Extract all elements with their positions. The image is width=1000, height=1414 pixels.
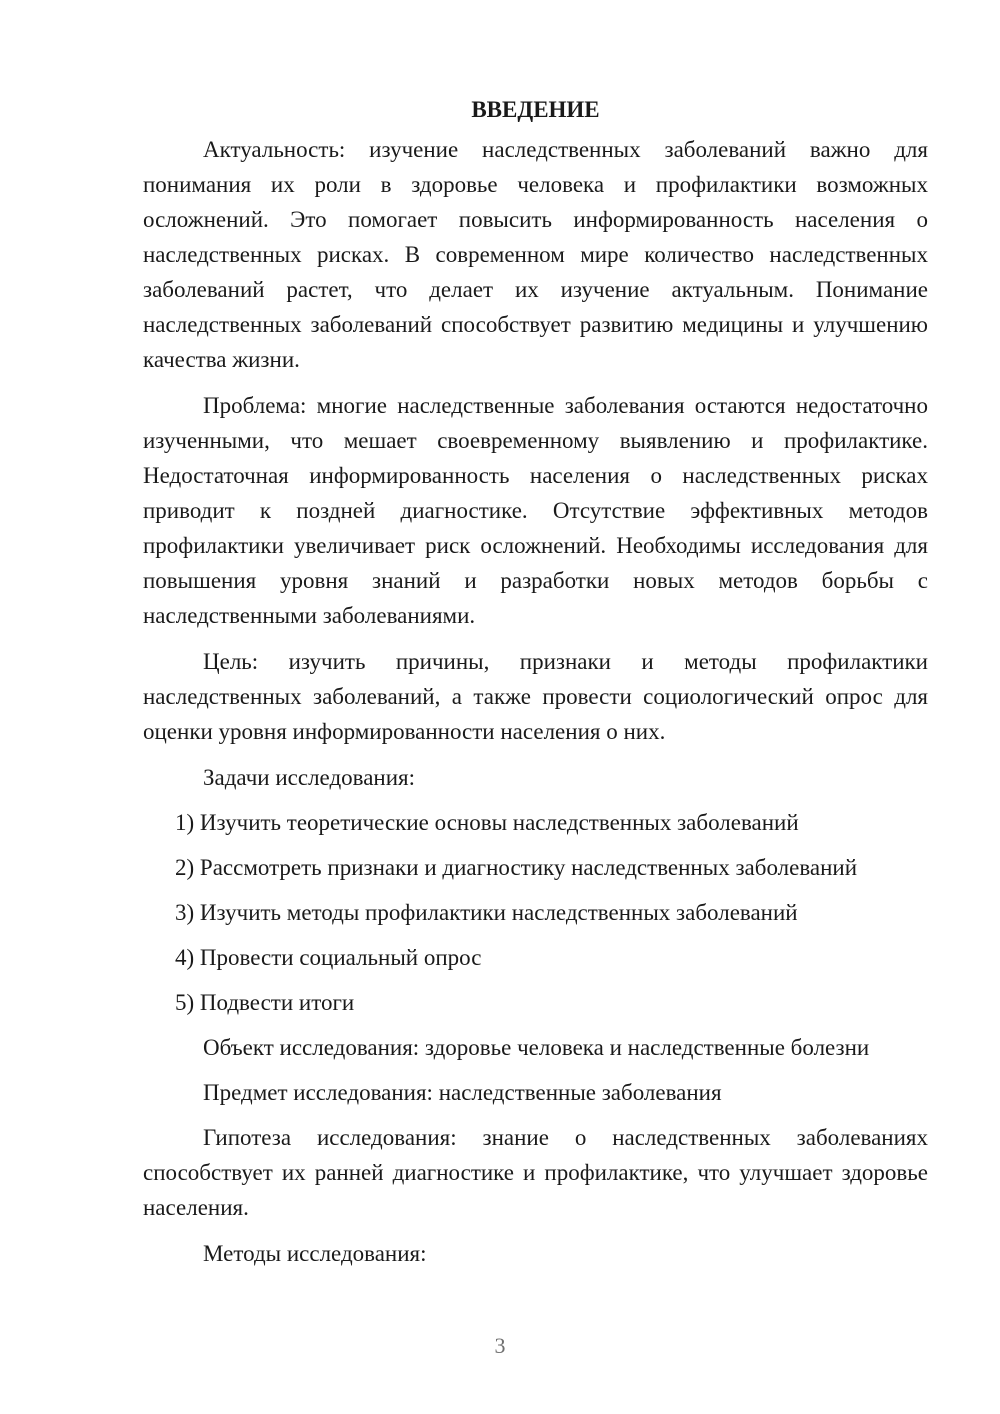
research-object: Объект исследования: здоровье человека и наследственные болезни (203, 1035, 870, 1060)
list-item: 1) Изучить теоретические основы наследственных заболеваний (175, 810, 799, 835)
tasks-list (143, 805, 928, 1020)
hypothesis-paragraph: Гипотеза исследования: знание о наследственных заболеваниях способствует их ранней диагностике и профилактике, что улучшает здоровье населения. (143, 1125, 928, 1220)
tasks-heading: Задачи исследования: (203, 765, 416, 790)
goal-paragraph: Цель: изучить причины, признаки и методы профилактики наследственных заболеваний, а также провести социологический опрос для оценки уровня информированности населения о них. (143, 649, 928, 744)
list-item: 4) Провести социальный опрос (175, 945, 482, 970)
list-item: 5) Подвести итоги (175, 990, 355, 1015)
document-page (143, 92, 928, 1281)
page-number: 3 (494, 1333, 506, 1358)
research-subject: Предмет исследования: наследственные заболевания (203, 1080, 722, 1105)
methods-heading: Методы исследования: (203, 1241, 427, 1266)
relevance-paragraph: Актуальность: изучение наследственных заболеваний важно для понимания их роли в здоровье человека и профилактики возможных осложнений. Это помогает повысить информированность населения о наследственных рисках. В современном мире количество наследственных заболеваний растет, что делает их изучение актуальным. Понимание наследственных заболеваний способствует развитию медицины и улучшению качества жизни. (143, 137, 928, 372)
list-item: 2) Рассмотреть признаки и диагностику наследственных заболеваний (175, 855, 858, 880)
section-title: ВВЕДЕНИЕ (471, 97, 600, 122)
list-item: 3) Изучить методы профилактики наследственных заболеваний (175, 900, 798, 925)
problem-paragraph: Проблема: многие наследственные заболевания остаются недостаточно изученными, что мешает своевременному выявлению и профилактике. Недостаточная информированность населения о наследственных рисках приводит к поздней диагностике. Отсутствие эффективных методов профилактики увеличивает риск осложнений. Необходимы исследования для повышения уровня знаний и разработки новых методов борьбы с наследственными заболеваниями. (143, 393, 928, 628)
